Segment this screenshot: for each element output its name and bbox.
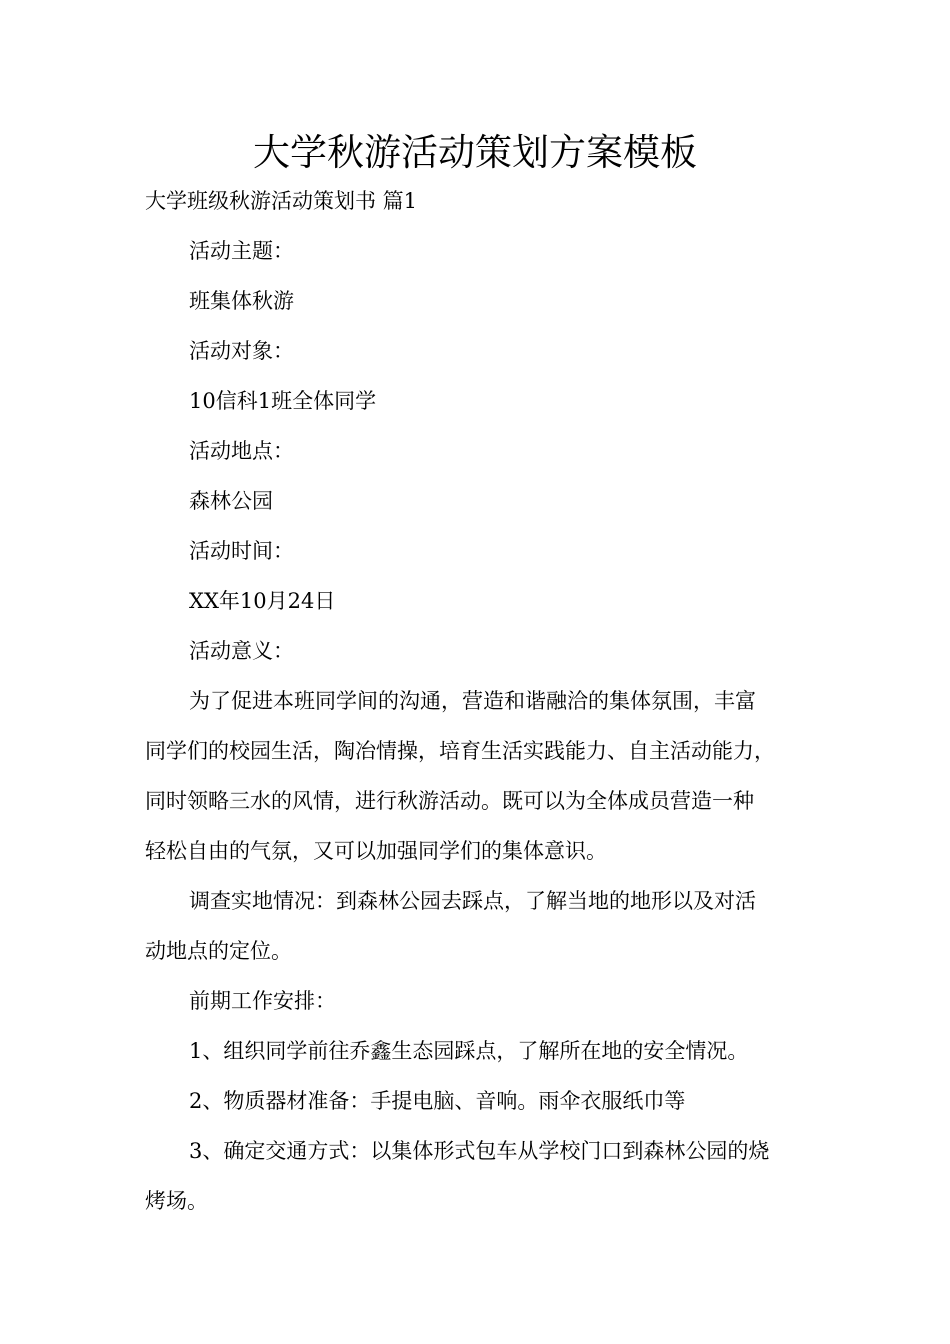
- field-value-theme: 班集体秋游: [189, 289, 294, 313]
- section-heading: 大学班级秋游活动策划书 篇1: [145, 189, 418, 213]
- field-label-time: 活动时间：: [189, 539, 294, 563]
- list-item: 3、确定交通方式：以集体形式包车从学校门口到森林公园的烧: [189, 1139, 770, 1163]
- list-item: 2、物质器材准备：手提电脑、音响。雨伞衣服纸巾等: [189, 1089, 686, 1113]
- list-item: 1、组织同学前往乔鑫生态园踩点，了解所在地的安全情况。: [189, 1039, 749, 1063]
- paragraph-line: 为了促进本班同学间的沟通，营造和谐融洽的集体氛围，丰富: [189, 689, 756, 713]
- paragraph-line: 调查实地情况：到森林公园去踩点，了解当地的地形以及对活: [189, 889, 756, 913]
- field-label-location: 活动地点：: [189, 439, 294, 463]
- paragraph-line: 动地点的定位。: [145, 939, 292, 963]
- field-value-time: XX年10月24日: [189, 589, 336, 613]
- document-title: 大学秋游活动策划方案模板: [253, 131, 697, 174]
- paragraph-line: 同时领略三水的风情，进行秋游活动。既可以为全体成员营造一种: [145, 789, 754, 813]
- list-item-continuation: 烤场。: [145, 1189, 208, 1213]
- field-label-significance: 活动意义：: [189, 639, 294, 663]
- paragraph-line: 同学们的校园生活，陶冶情操，培育生活实践能力、自主活动能力，: [145, 739, 775, 763]
- field-value-audience: 10信科1班全体同学: [189, 389, 377, 413]
- field-label-theme: 活动主题：: [189, 239, 294, 263]
- field-label-audience: 活动对象：: [189, 339, 294, 363]
- paragraph-line: 轻松自由的气氛，又可以加强同学们的集体意识。: [145, 839, 607, 863]
- field-value-location: 森林公园: [189, 489, 273, 513]
- field-label-preparation: 前期工作安排：: [189, 989, 336, 1013]
